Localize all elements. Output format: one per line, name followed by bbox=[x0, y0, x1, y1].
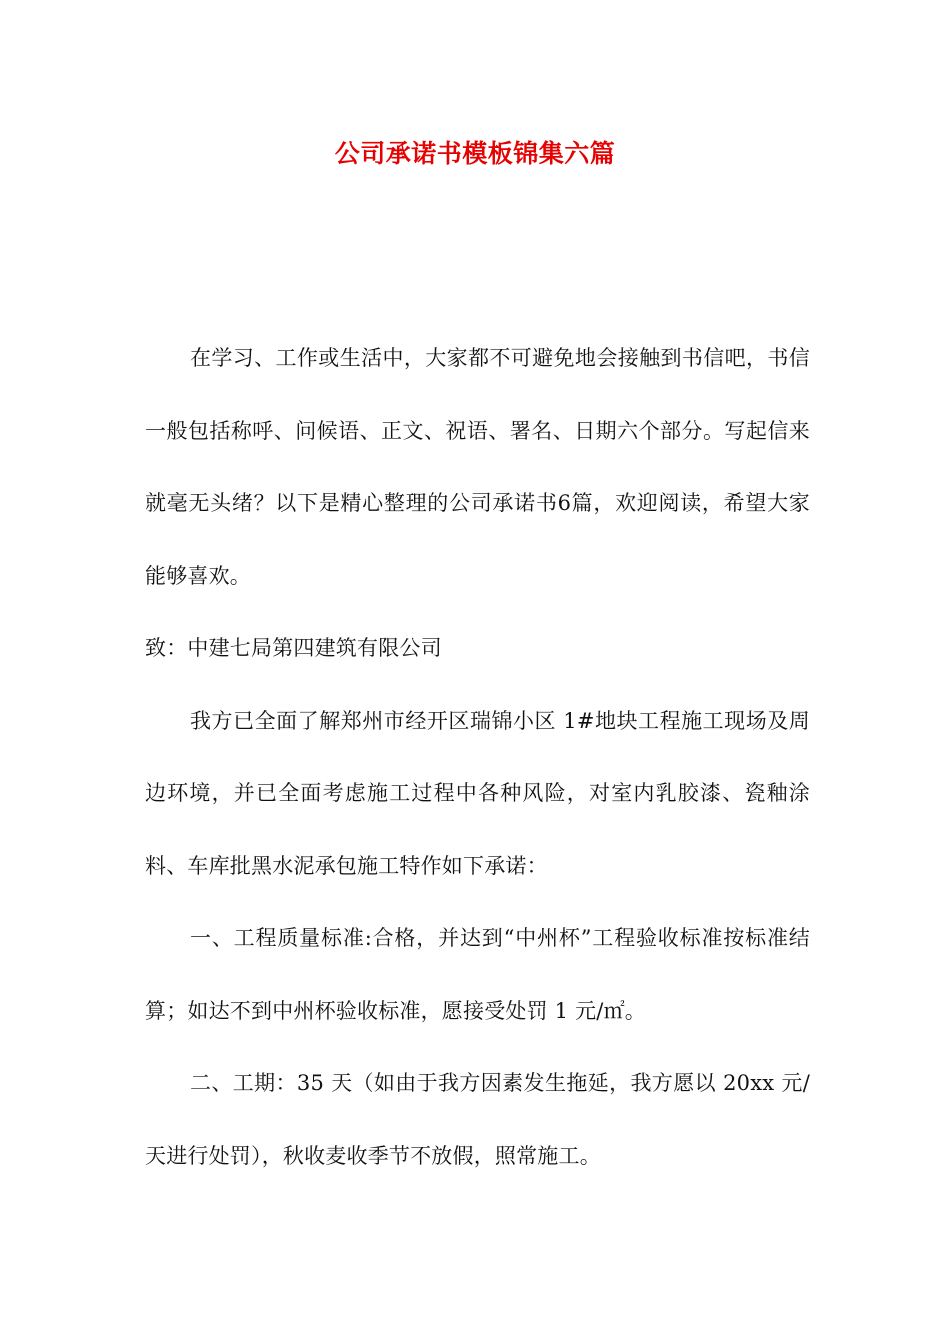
commitment-paragraph: 我方已全面了解郑州市经开区瑞锦小区 1#地块工程施工现场及周边环境，并已全面考虑施工过程中各种风险，对室内乳胶漆、瓷釉涂料、车库批黑水泥承包施工特作如下承诺： bbox=[145, 708, 810, 878]
clause-quality: 一、工程质量标准:合格，并达到“中州杯”工程验收标准按标准结算；如达不到中州杯验收标准，愿接受处罚 1 元/㎡。 bbox=[145, 926, 810, 1023]
intro-paragraph: 在学习、工作或生活中，大家都不可避免地会接触到书信吧，书信一般包括称呼、问候语、正文、祝语、署名、日期六个部分。写起信来就毫无头绪？以下是精心整理的公司承诺书6篇，欢迎阅读，希望大家能够喜欢。 bbox=[145, 346, 810, 588]
document-body bbox=[145, 322, 810, 1192]
document-title: 公司承诺书模板锦集六篇 bbox=[334, 139, 616, 168]
clause-schedule: 二、工期：35 天（如由于我方因素发生拖延，我方愿以 20xx 元/天进行处罚），秋收麦收季节不放假，照常施工。 bbox=[145, 1071, 810, 1168]
recipient-line: 致：中建七局第四建筑有限公司 bbox=[145, 636, 442, 660]
